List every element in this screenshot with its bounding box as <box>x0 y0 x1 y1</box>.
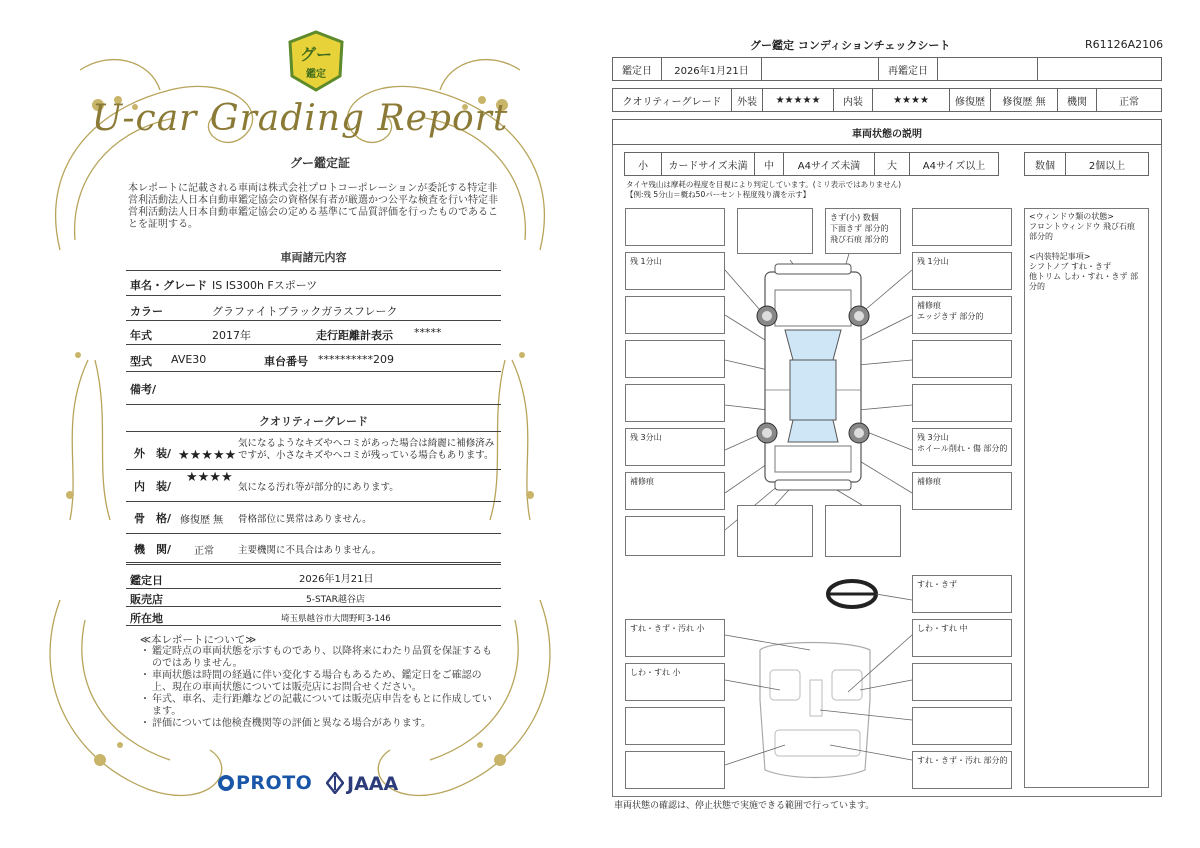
address-label: 所在地 <box>130 612 163 625</box>
engine-value: 正常 <box>194 546 214 557</box>
engine-label: 機 関/ <box>134 543 172 556</box>
interior-note: シフトノブ すれ・きず <box>1029 262 1112 271</box>
address-value: 埼玉県越谷市大間野町3-146 <box>281 614 391 624</box>
exterior-label: 外 装/ <box>134 447 172 460</box>
color-row <box>126 296 501 321</box>
year-row <box>126 321 501 345</box>
ext-box-bottom-right <box>825 505 901 557</box>
size-mid-label: 中 <box>754 152 784 176</box>
date-label: 鑑定日 <box>130 574 163 587</box>
interior-notes-heading: <内装特記事項> <box>1029 252 1091 261</box>
engine-description: 主要機関に不具合はありません。 <box>238 545 382 556</box>
certificate-title: グー鑑定証 <box>289 156 350 170</box>
exterior-stars: ★★★★★ <box>178 448 237 463</box>
shop-row <box>126 589 501 607</box>
ext-box-left-rear: 補修痕 <box>625 472 725 510</box>
note-item: ・ 鑑定時点の車両状態を示すものであり、以降将来にわたり品質を保証するものではありません。 <box>140 646 492 670</box>
interior-row <box>126 470 501 502</box>
size-small-label: 小 <box>624 152 662 176</box>
window-note: フロントウィンドウ 飛び石痕 部分的 <box>1029 222 1136 241</box>
car-name-value: IS IS300h Fスポーツ <box>212 279 318 292</box>
int-box-left-3 <box>625 707 725 745</box>
count-desc: 2個以上 <box>1065 152 1149 176</box>
ext-top-note: 下面きず 部分的 <box>830 224 889 233</box>
spacer <box>1029 242 1144 252</box>
count-label: 数個 <box>1024 152 1066 176</box>
proto-logo <box>218 772 312 794</box>
ext-top-note: きず(小) 数個 <box>830 213 879 222</box>
ext-box-top-center <box>825 208 901 254</box>
goo-grading-badge-icon <box>286 30 346 94</box>
ext-right-note: 補修痕 <box>917 301 941 310</box>
tire-note: タイヤ残山は摩耗の程度を目視により判定しています。(ミリ表示ではありません) <box>626 180 902 189</box>
ext-box-right-rear-tire <box>912 428 1012 466</box>
vin-label: 車台番号 <box>264 355 308 368</box>
interior-stars: ★★★★ <box>186 470 233 485</box>
ext-right-note: エッジきず 部分的 <box>917 312 984 321</box>
ext-box-left-4 <box>625 340 725 378</box>
exterior-row <box>126 432 501 470</box>
note-item: ・ 車両状態は時間の経過に伴い変化する場合もあるため、鑑定日をご確認の上、現在の車両状態については販売店にお問合せください。 <box>140 670 492 694</box>
int-box-right-1: しわ・すれ 中 <box>912 619 1012 657</box>
ext-box-left-rear-tire: 残 3分山 <box>625 428 725 466</box>
color-label: カラー <box>130 305 163 318</box>
date-row <box>126 565 501 589</box>
ext-right-note: ホイール削れ・傷 部分的 <box>917 444 1008 453</box>
interior-stars: ★★★★ <box>872 88 950 112</box>
car-name-label: 車名・グレード <box>130 279 207 292</box>
year-value: 2017年 <box>212 329 251 342</box>
size-mid-desc: A4サイズ未満 <box>783 152 875 176</box>
date-value: 2026年1月21日 <box>299 574 374 585</box>
ext-box-bottom-left <box>737 505 813 557</box>
jaaa-logo-text: JAAA <box>347 773 399 795</box>
report-id: R61126A2106 <box>1085 38 1164 51</box>
inspection-date-label: 鑑定日 <box>612 57 662 81</box>
tire-note-example: 【例:残 5分山＝概ね50パーセント程度残り溝を示す】 <box>626 190 811 199</box>
note-item: ・ 評価については他検査機関等の評価と異なる場合があります。 <box>140 718 492 730</box>
ext-box-right-5 <box>912 384 1012 422</box>
car-name-row <box>126 271 501 296</box>
jaaa-mark-icon <box>326 772 344 794</box>
model-value: AVE30 <box>171 353 207 366</box>
explain-heading: 車両状態の説明 <box>612 119 1162 145</box>
svg-text:鑑定: 鑑定 <box>306 69 326 80</box>
int-box-left-4 <box>625 751 725 789</box>
notes-list <box>140 646 492 730</box>
specs-heading: 車両諸元内容 <box>280 251 347 264</box>
frame-description: 骨格部位に異常はありません。 <box>238 514 372 525</box>
certificate-statement: 本レポートに記載される車両は株式会社プロトコーポレーションが委託する特定非営利活動法人日本自動車鑑定協会の資格保有者が厳選かつ公平な検査を行い特定非営利活動法人日本自動車鑑定協会の定める基準にて品質評価を行ったものであることを証明する。 <box>128 183 498 230</box>
mileage-label: 走行距離計表示 <box>316 329 393 342</box>
int-box-right-3 <box>912 707 1012 745</box>
interior-note: 他トリム しわ・すれ・きず 部分的 <box>1029 272 1139 291</box>
interior-label: 内装 <box>833 88 873 112</box>
remarks-row <box>126 372 501 405</box>
note-item: ・ 年式、車名、走行距離などの記載については販売店申告をもとに作成しています。 <box>140 694 492 718</box>
ext-box-top-left <box>737 208 813 254</box>
shop-value: 5-STAR越谷店 <box>306 595 365 605</box>
frame-row <box>126 502 501 534</box>
interior-description: 気になる汚れ等が部分的にあります。 <box>238 482 399 493</box>
model-row <box>126 345 501 372</box>
int-box-steering: すれ・きず <box>912 575 1012 613</box>
int-box-left-2: しわ・すれ 小 <box>625 663 725 701</box>
int-box-right-4: すれ・きず・汚れ 部分的 <box>912 751 1012 789</box>
year-label: 年式 <box>130 329 152 342</box>
size-small-desc: カードサイズ未満 <box>661 152 755 176</box>
repair-label: 修復歴 <box>949 88 991 112</box>
condition-check-sheet <box>600 0 1200 848</box>
color-value: グラファイトブラックガラスフレーク <box>212 305 398 318</box>
engine-row <box>126 534 501 563</box>
size-large-desc: A4サイズ以上 <box>909 152 999 176</box>
sheet-footnote: 車両状態の確認は、停止状態で実施できる範囲で行っています。 <box>614 801 875 811</box>
ext-box-right-mid <box>912 296 1012 334</box>
ext-box-right-front-tire: 残 1分山 <box>912 252 1012 290</box>
quality-heading: クオリティーグレード <box>259 415 368 428</box>
frame-value: 修復歴 無 <box>180 515 224 526</box>
jaaa-logo <box>326 772 398 795</box>
size-large-label: 大 <box>874 152 910 176</box>
ext-box-left-5 <box>625 384 725 422</box>
inspection-date-value: 2026年1月21日 <box>661 57 762 81</box>
proto-mark-icon <box>218 775 234 791</box>
ext-box-left-1 <box>625 208 725 246</box>
proto-logo-text: PROTO <box>236 772 313 794</box>
int-box-right-2 <box>912 663 1012 701</box>
shop-label: 販売店 <box>130 593 163 606</box>
svg-text:グー: グー <box>299 45 333 64</box>
notes-title: ≪本レポートについて≫ <box>140 634 257 646</box>
address-row <box>126 607 501 626</box>
script-title: U-car Grading Report <box>91 98 509 139</box>
sheet-title: グー鑑定 コンディションチェックシート <box>750 39 951 52</box>
repair-value: 修復歴 無 <box>990 88 1058 112</box>
ext-box-right-4 <box>912 340 1012 378</box>
ext-box-right-rear: 補修痕 <box>912 472 1012 510</box>
interior-label: 内 装/ <box>134 480 172 493</box>
int-box-left-1: すれ・きず・汚れ 小 <box>625 619 725 657</box>
mileage-value: ***** <box>414 326 442 339</box>
model-label: 型式 <box>130 355 152 368</box>
ext-box-left-front-tire: 残 1分山 <box>625 252 725 290</box>
exterior-label: 外装 <box>731 88 763 112</box>
engine-label: 機関 <box>1057 88 1097 112</box>
engine-value: 正常 <box>1096 88 1162 112</box>
ext-right-note: 残 3分山 <box>917 433 949 442</box>
exterior-description: 気になるようなキズやヘコミがあった場合は綺麗に補修済みですが、小さなキズやヘコミが残っている場合もあります。 <box>238 438 495 461</box>
ext-top-note: 飛び石痕 部分的 <box>830 235 889 244</box>
window-interior-notes <box>1024 208 1149 788</box>
ext-box-right-1 <box>912 208 1012 246</box>
ext-box-left-8 <box>625 516 725 556</box>
ext-box-left-3 <box>625 296 725 334</box>
exterior-stars: ★★★★★ <box>762 88 834 112</box>
frame-label: 骨 格/ <box>134 512 172 525</box>
vin-value: **********209 <box>318 353 394 366</box>
window-notes-heading: <ウィンドウ類の状態> <box>1029 212 1114 221</box>
quality-label: クオリティーグレード <box>612 88 732 112</box>
remarks-label: 備考/ <box>130 383 157 396</box>
reinspection-label: 再鑑定日 <box>878 57 938 81</box>
